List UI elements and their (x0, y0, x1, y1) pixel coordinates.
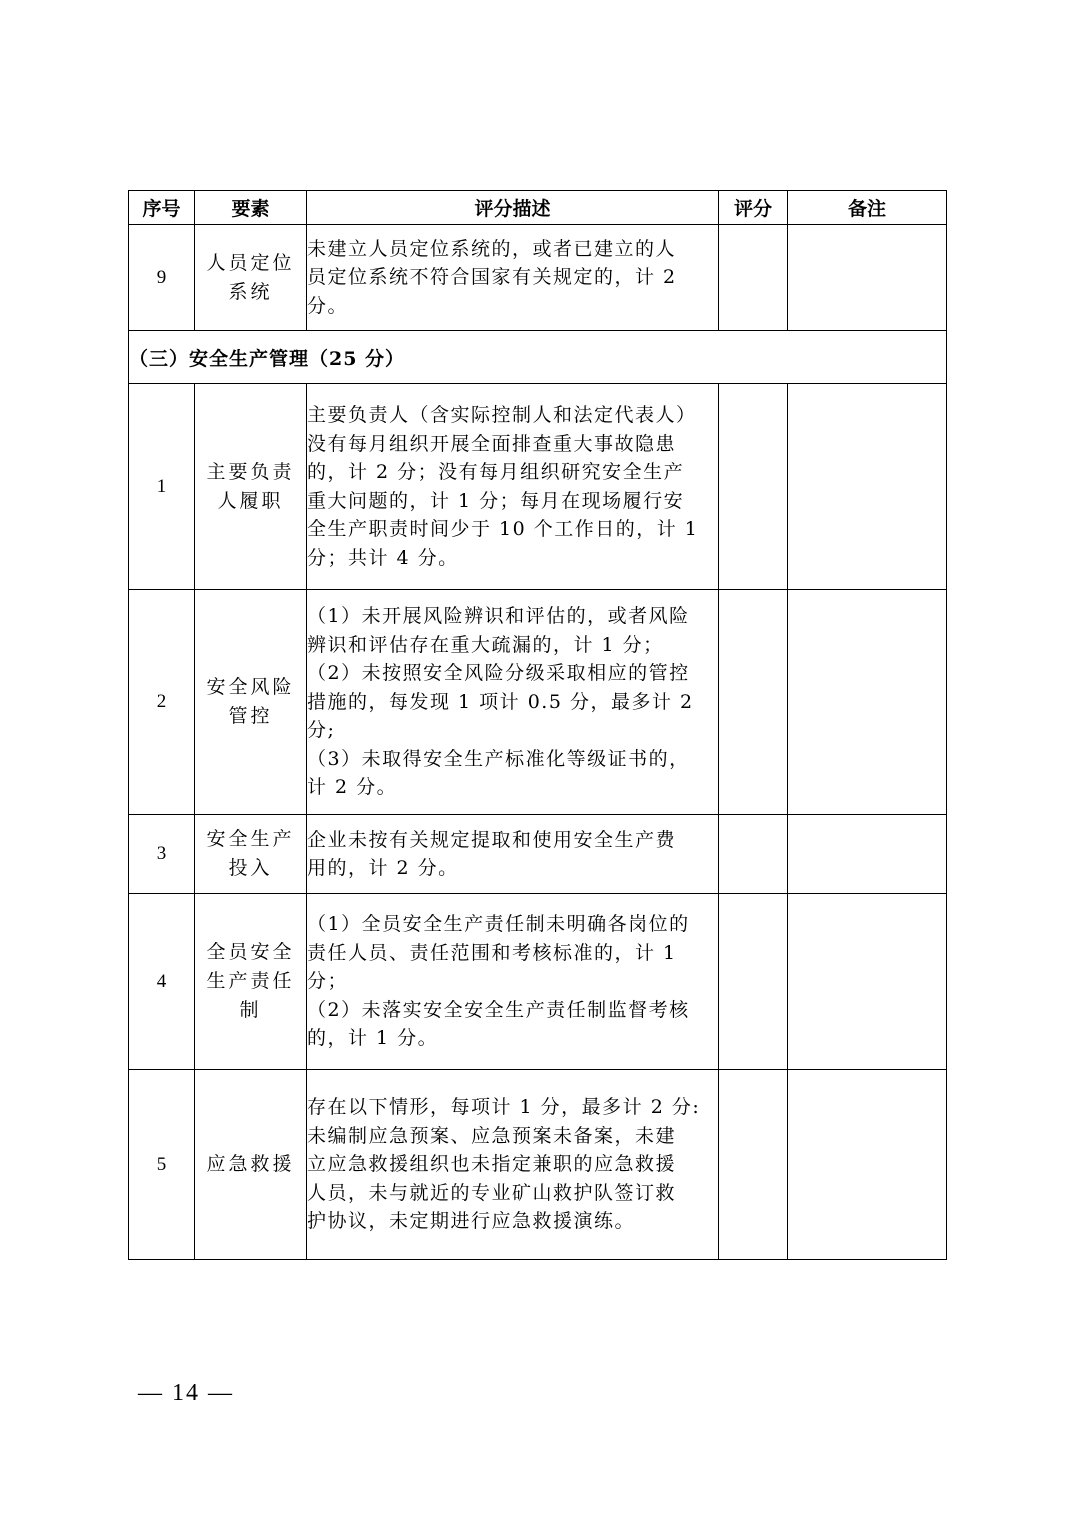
table-row (129, 894, 947, 1070)
header-element: 要素 (195, 191, 307, 225)
row-remarks-cell[interactable] (788, 225, 947, 331)
table-header-row (129, 191, 947, 225)
row-description: 存在以下情形，每项计 1 分，最多计 2 分: 未编制应急预案、应急预案未备案，未建 立应急救援组织也未指定兼职的应急救援 人员，未与就近的专业矿山救护队签订救 护协议，未定期进行应急救援演练。 (307, 1070, 719, 1260)
row-score-cell[interactable] (719, 894, 788, 1070)
header-description: 评分描述 (307, 191, 719, 225)
row-remarks-cell[interactable] (788, 815, 947, 894)
header-number: 序号 (129, 191, 195, 225)
row-number: 4 (129, 894, 195, 1070)
header-score: 评分 (719, 191, 788, 225)
table-row (129, 225, 947, 331)
row-description: 主要负责人（含实际控制人和法定代表人） 没有每月组织开展全面排查重大事故隐患 的，计 2 分；没有每月组织研究安全生产 重大问题的，计 1 分；每月在现场履行安 全生产职责时间少于 10 个工作日的，计 1 分；共计 4 分。 (307, 384, 719, 590)
table-row (129, 1070, 947, 1260)
row-description: 未建立人员定位系统的，或者已建立的人 员定位系统不符合国家有关规定的，计 2 分。 (307, 225, 719, 331)
row-element: 安全风险 管控 (195, 590, 307, 815)
row-score-cell[interactable] (719, 590, 788, 815)
row-description: （1）全员安全生产责任制未明确各岗位的 责任人员、责任范围和考核标准的，计 1 分； （2）未落实安全安全生产责任制监督考核 的，计 1 分。 (307, 894, 719, 1070)
row-score-cell[interactable] (719, 1070, 788, 1260)
row-element: 人员定位 系统 (195, 225, 307, 331)
row-remarks-cell[interactable] (788, 894, 947, 1070)
row-element: 主要负责 人履职 (195, 384, 307, 590)
row-remarks-cell[interactable] (788, 384, 947, 590)
table-row (129, 815, 947, 894)
row-remarks-cell[interactable] (788, 590, 947, 815)
row-number: 1 (129, 384, 195, 590)
row-remarks-cell[interactable] (788, 1070, 947, 1260)
header-remarks: 备注 (788, 191, 947, 225)
row-number: 3 (129, 815, 195, 894)
row-number: 9 (129, 225, 195, 331)
section-row (129, 331, 947, 384)
table-row (129, 384, 947, 590)
row-description: 企业未按有关规定提取和使用安全生产费 用的，计 2 分。 (307, 815, 719, 894)
section-heading: （三）安全生产管理（25 分） (129, 331, 947, 384)
row-score-cell[interactable] (719, 815, 788, 894)
table-row (129, 590, 947, 815)
row-description: （1）未开展风险辨识和评估的，或者风险 辨识和评估存在重大疏漏的，计 1 分； （2）未按照安全风险分级采取相应的管控 措施的，每发现 1 项计 0.5 分，最多计 2 分; （3）未取得安全生产标准化等级证书的， 计 2 分。 (307, 590, 719, 815)
row-element: 全员安全 生产责任 制 (195, 894, 307, 1070)
row-score-cell[interactable] (719, 384, 788, 590)
page-number: — 14 — (138, 1380, 234, 1406)
row-number: 5 (129, 1070, 195, 1260)
row-element: 安全生产 投入 (195, 815, 307, 894)
row-score-cell[interactable] (719, 225, 788, 331)
row-number: 2 (129, 590, 195, 815)
scoring-table (128, 190, 947, 1260)
row-element: 应急救援 (195, 1070, 307, 1260)
